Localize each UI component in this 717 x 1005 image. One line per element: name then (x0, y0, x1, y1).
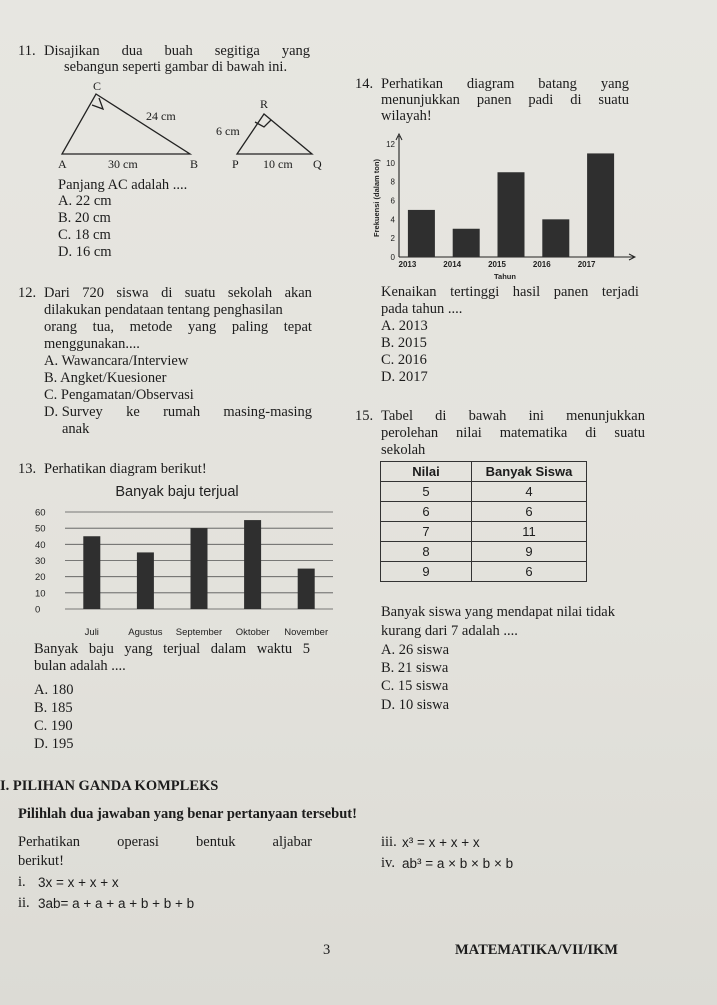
q12-word: siswa (116, 285, 149, 301)
q15-word: menunjukkan (566, 408, 645, 424)
right-angle-marker-c (92, 98, 103, 109)
chart1-y-tick-label: 10 (35, 588, 46, 600)
q14-word: batang (538, 76, 577, 92)
table-row (381, 542, 587, 562)
q11-option-d: D. 16 cm (58, 244, 112, 260)
q15-word: nilai (456, 425, 482, 441)
chart1-x-tick-label: Juli (84, 627, 99, 638)
q15-text-line2 (381, 425, 645, 442)
chart1-bar (298, 569, 315, 609)
q15-text-line3: sekolah (381, 442, 426, 458)
chart1-y-tick-label: 30 (35, 556, 46, 567)
q11-text-line1 (44, 43, 310, 60)
q11-word: segitiga (214, 43, 260, 59)
label-c: C (93, 79, 102, 93)
triangle-abc (62, 94, 190, 154)
q14-text-line3: wilayah! (381, 108, 432, 124)
q12-number: 12. (18, 285, 37, 301)
chart1-y-tick-label: 40 (35, 539, 46, 551)
table-cell: 7 (381, 522, 472, 542)
item-iii-expression: x³ = x + x + x (402, 835, 480, 850)
table-cell: 4 (472, 482, 587, 502)
section-word: bentuk (196, 834, 236, 850)
q15-question-line1: Banyak siswa yang mendapat nilai tidak (381, 604, 615, 620)
q14-word: terjadi (601, 284, 639, 300)
q14-option-b: B. 2015 (381, 335, 427, 351)
q12-word: tua, (92, 319, 115, 335)
q15-text-line1 (381, 408, 645, 425)
similar-triangles-figure (50, 78, 340, 178)
label-6cm: 6 cm (216, 124, 240, 138)
q13-question-line1 (34, 641, 310, 658)
q13-question-line2: bulan adalah .... (34, 658, 126, 674)
chart1-y-tick-label: 0 (35, 604, 41, 616)
chart2-x-tick-label: 2017 (577, 260, 596, 269)
q15-option-a: A. 26 siswa (381, 642, 450, 658)
chart2-y-tick-label: 2 (390, 234, 395, 244)
table-cell: 8 (381, 542, 472, 562)
table-header-row (381, 462, 587, 482)
chart2-bar (542, 219, 569, 257)
table-row (381, 482, 587, 502)
q14-text-line2 (381, 92, 629, 109)
q12-word: D. Survey (44, 404, 103, 420)
q12-word: yang (188, 319, 217, 335)
chart2-x-ticks (399, 260, 597, 269)
section-heading: I. PILIHAN GANDA KOMPLEKS (0, 778, 219, 794)
q12-word: di (161, 285, 173, 301)
table-cell: 6 (381, 502, 472, 522)
label-q: Q (313, 157, 322, 171)
item-i-number: i. (18, 874, 26, 890)
q14-word: tertinggi (450, 284, 500, 300)
q12-word: sekolah (227, 285, 273, 301)
item-ii-expression: 3ab= a + a + a + b + b + b (38, 896, 195, 911)
label-30cm: 30 cm (108, 157, 138, 171)
grades-table (380, 461, 587, 582)
q12-option-a: A. Wawancara/Interview (44, 353, 189, 369)
q15-option-c: C. 15 siswa (381, 678, 449, 694)
q12-word: ke (126, 404, 140, 420)
q13-option-d: D. 195 (34, 736, 74, 752)
q12-word: paling (231, 319, 269, 335)
q13-option-b: B. 185 (34, 700, 73, 716)
q13-word: baju (88, 641, 114, 657)
q13-number: 13. (18, 461, 37, 477)
chart2-bar (408, 210, 435, 257)
q14-word: hasil (512, 284, 541, 300)
q11-option-a: A. 22 cm (58, 193, 112, 209)
chart1-y-tick-label: 20 (35, 572, 46, 584)
table-row (381, 522, 587, 542)
q12-word: Dari (44, 285, 70, 301)
q14-text-line1 (381, 76, 629, 93)
q11-number: 11. (18, 43, 36, 59)
q15-word: matematika (499, 425, 568, 441)
q11-option-b: B. 20 cm (58, 210, 111, 226)
q12-word: suatu (184, 285, 216, 301)
q14-word: menunjukkan (381, 92, 460, 108)
chart2-bar (587, 153, 614, 257)
chart1-bar (244, 520, 261, 609)
label-b: B (190, 157, 199, 171)
table-cell: 9 (472, 542, 587, 562)
table-header-cell: Banyak Siswa (472, 462, 587, 482)
q12-word: rumah (163, 404, 201, 420)
q12-text-line1 (44, 285, 312, 302)
chart1-y-tick-label: 50 (35, 523, 46, 535)
q13-intro: Perhatikan diagram berikut! (44, 461, 207, 477)
chart2-y-tick-label: 12 (386, 140, 395, 149)
q14-option-a: A. 2013 (381, 318, 428, 334)
q15-question-line2: kurang dari 7 adalah .... (381, 623, 518, 639)
label-24cm: 24 cm (146, 109, 176, 123)
table-cell: 11 (472, 522, 587, 542)
item-iv-number: iv. (381, 855, 395, 871)
q11-word: buah (164, 43, 193, 59)
q12-text-line2: dilakukan pendataan tentang penghasilan (44, 302, 283, 318)
right-angle-marker-r (255, 120, 271, 127)
table-cell: 9 (381, 562, 472, 582)
q14-word: panen (553, 284, 589, 300)
chart2-ylabel: Frekuensi (dalam ton) (372, 159, 381, 237)
chart1-bars (83, 520, 314, 609)
item-i-expression: 3x = x + x + x (38, 875, 119, 890)
label-10cm: 10 cm (263, 157, 293, 171)
q12-word: orang (44, 319, 78, 335)
clothes-sold-bar-chart (25, 476, 340, 641)
q14-number: 14. (355, 76, 374, 92)
q11-option-c: C. 18 cm (58, 227, 111, 243)
label-r: R (260, 97, 269, 111)
q14-word: diagram (466, 76, 515, 92)
chart1-x-tick-label: Agustus (128, 627, 163, 638)
chart1-x-tick-label: September (175, 627, 223, 638)
chart2-y-tick-label: 8 (390, 177, 395, 187)
q14-word: Perhatikan (381, 76, 444, 92)
chart2-y-tick-label: 0 (390, 253, 395, 262)
q13-word: waktu (256, 641, 293, 657)
chart2-y-tick-label: 6 (390, 196, 395, 206)
q12-word: tepat (283, 319, 312, 335)
table-cell: 6 (472, 502, 587, 522)
chart1-bar (137, 552, 154, 609)
chart1-title: Banyak baju terjual (115, 484, 239, 500)
q14-option-c: C. 2016 (381, 352, 427, 368)
q14-word: panen (476, 92, 512, 108)
table-row (381, 502, 587, 522)
chart2-bars (408, 153, 614, 257)
q13-word: 5 (302, 641, 310, 657)
chart1-x-tick-label: November (284, 627, 329, 638)
q12-option-c: C. Pengamatan/Observasi (44, 387, 194, 403)
table-cell: 5 (381, 482, 472, 502)
q12-text-line3 (44, 319, 312, 336)
section-word: operasi (117, 834, 159, 850)
label-a: A (58, 157, 67, 171)
q15-word: bawah (468, 408, 507, 424)
page-number: 3 (323, 942, 331, 958)
q12-text-line4: menggunakan.... (44, 336, 140, 352)
q11-question: Panjang AC adalah .... (58, 177, 188, 193)
chart1-bar (191, 528, 208, 609)
section-text-line1 (18, 834, 312, 851)
q13-option-c: C. 190 (34, 718, 73, 734)
q12-word: akan (284, 285, 312, 301)
q14-question-line2: pada tahun .... (381, 301, 463, 317)
chart1-x-tick-label: Oktober (235, 627, 270, 638)
q12-word: metode (129, 319, 173, 335)
q14-word: suatu (598, 92, 629, 108)
footer-subject: MATEMATIKA/VII/IKM (455, 942, 618, 958)
chart1-bar (83, 536, 100, 609)
chart2-x-tick-label: 2014 (443, 260, 462, 269)
q11-word: yang (281, 43, 310, 59)
chart1-x-ticks (85, 627, 328, 638)
section-instruction: Pilihlah dua jawaban yang benar pertanyaan tersebut! (18, 806, 357, 822)
q14-question-line1 (381, 284, 639, 301)
q14-word: padi (528, 92, 554, 108)
chart2-bar (453, 229, 480, 257)
chart1-y-tick-label: 60 (35, 507, 46, 519)
chart2-x-tick-label: 2015 (488, 260, 506, 269)
q11-word: Disajikan (44, 43, 100, 59)
q13-word: yang (124, 641, 153, 657)
q12-option-d (44, 404, 312, 421)
section-word: Perhatikan (18, 834, 81, 850)
item-ii-number: ii. (18, 895, 30, 911)
item-iii-number: iii. (381, 834, 397, 850)
chart2-x-tick-label: 2016 (532, 260, 551, 269)
q11-word: dua (121, 43, 143, 59)
q14-option-d: D. 2017 (381, 369, 428, 385)
q15-number: 15. (355, 408, 374, 424)
chart2-y-tick-label: 4 (390, 215, 395, 225)
q12-word: 720 (82, 285, 104, 301)
q13-word: Banyak (34, 641, 79, 657)
q15-option-b: B. 21 siswa (381, 660, 449, 676)
label-p: P (232, 157, 239, 171)
q14-word: yang (600, 76, 629, 92)
chart2-y-ticks (386, 140, 395, 262)
rice-harvest-bar-chart (365, 128, 645, 283)
triangle-pqr (237, 114, 312, 154)
q12-option-b: B. Angket/Kuesioner (44, 370, 167, 386)
chart2-x-tick-label: 2013 (398, 260, 417, 269)
section-word: aljabar (272, 834, 312, 850)
table-cell: 6 (472, 562, 587, 582)
chart1-y-ticks (35, 508, 46, 616)
chart2-bar (498, 172, 525, 257)
q14-word: Kenaikan (381, 284, 437, 300)
q14-word: di (570, 92, 582, 108)
q12-word: masing-masing (223, 404, 312, 420)
item-iv-expression: ab³ = a × b × b × b (402, 856, 514, 871)
q15-word: suatu (614, 425, 645, 441)
q15-word: Tabel (381, 408, 413, 424)
q11-text-line2: sebangun seperti gambar di bawah ini. (64, 59, 288, 75)
q15-word: di (435, 408, 447, 424)
q15-word: di (585, 425, 597, 441)
chart2-y-tick-label: 10 (386, 158, 395, 168)
q13-option-a: A. 180 (34, 682, 74, 698)
section-text-line2: berikut! (18, 853, 64, 869)
q12-option-d-line2: anak (62, 421, 90, 437)
q13-word: dalam (210, 641, 247, 657)
q13-word: terjual (163, 641, 201, 657)
q15-option-d: D. 10 siswa (381, 697, 450, 713)
table-header-cell: Nilai (381, 462, 472, 482)
q15-word: perolehan (381, 425, 439, 441)
chart2-xlabel: Tahun (494, 272, 516, 281)
table-row (381, 562, 587, 582)
q15-word: ini (528, 408, 544, 424)
